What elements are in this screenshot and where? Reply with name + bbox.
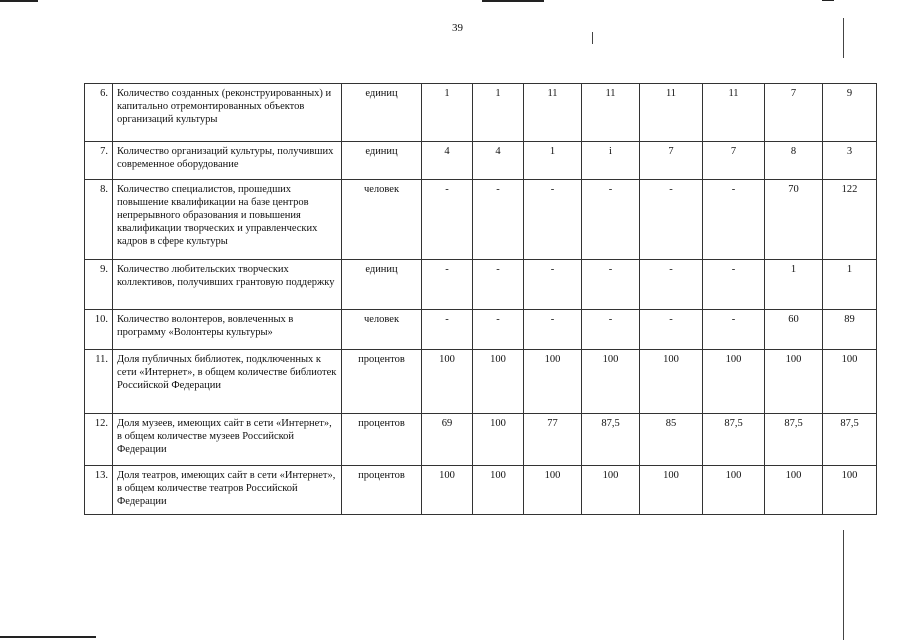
value-cell: 7 (765, 84, 823, 142)
value-cell: - (422, 310, 473, 350)
value-cell: 100 (422, 466, 473, 515)
value-cell: 100 (524, 350, 582, 414)
row-number: 13. (85, 466, 113, 515)
value-cell: - (582, 260, 640, 310)
value-cell: 7 (703, 142, 765, 180)
value-cell: 100 (703, 350, 765, 414)
value-cell: 122 (823, 180, 877, 260)
indicators-table (84, 83, 877, 515)
unit-cell: процентов (342, 466, 422, 515)
indicator-name: Количество волонтеров, вовлеченных в программу «Волонтеры культуры» (113, 310, 342, 350)
value-cell: - (524, 310, 582, 350)
value-cell: - (703, 260, 765, 310)
value-cell: 100 (473, 414, 524, 466)
row-number: 6. (85, 84, 113, 142)
indicator-name: Количество любительских творческих коллективов, получивших грантовую поддержку (113, 260, 342, 310)
scan-line-center (592, 32, 593, 44)
value-cell: - (582, 180, 640, 260)
table-row (85, 414, 877, 466)
indicator-name: Количество специалистов, прошедших повышение квалификации на базе центров непрерывного образования и повышения квалификации творческих и управленческих кадров в сфере культуры (113, 180, 342, 260)
value-cell: 11 (640, 84, 703, 142)
row-number: 12. (85, 414, 113, 466)
table-row (85, 466, 877, 515)
value-cell: 100 (582, 350, 640, 414)
value-cell: 87,5 (703, 414, 765, 466)
scan-mark-top-center (482, 0, 544, 2)
value-cell: - (473, 260, 524, 310)
table-row (85, 260, 877, 310)
row-number: 11. (85, 350, 113, 414)
unit-cell: единиц (342, 260, 422, 310)
value-cell: 1 (524, 142, 582, 180)
value-cell: - (703, 310, 765, 350)
unit-cell: единиц (342, 142, 422, 180)
table-row (85, 350, 877, 414)
unit-cell: процентов (342, 414, 422, 466)
value-cell: 87,5 (823, 414, 877, 466)
table-row (85, 84, 877, 142)
row-number: 10. (85, 310, 113, 350)
value-cell: 3 (823, 142, 877, 180)
value-cell: 100 (765, 466, 823, 515)
value-cell: - (524, 260, 582, 310)
value-cell: 4 (473, 142, 524, 180)
value-cell: 69 (422, 414, 473, 466)
value-cell: - (524, 180, 582, 260)
value-cell: 100 (703, 466, 765, 515)
value-cell: 100 (473, 350, 524, 414)
value-cell: 100 (473, 466, 524, 515)
table-row (85, 142, 877, 180)
scan-mark-top-left (0, 0, 38, 2)
unit-cell: человек (342, 310, 422, 350)
value-cell: 100 (582, 466, 640, 515)
scan-mark-top-right (822, 0, 834, 1)
value-cell: - (582, 310, 640, 350)
value-cell: 100 (640, 466, 703, 515)
value-cell: - (640, 310, 703, 350)
value-cell: 4 (422, 142, 473, 180)
scan-line-right-top (843, 18, 844, 58)
unit-cell: процентов (342, 350, 422, 414)
indicator-name: Количество созданных (реконструированных) и капитально отремонтированных объектов организаций культуры (113, 84, 342, 142)
value-cell: 1 (765, 260, 823, 310)
value-cell: 11 (703, 84, 765, 142)
value-cell: 85 (640, 414, 703, 466)
value-cell: 60 (765, 310, 823, 350)
value-cell: 100 (765, 350, 823, 414)
value-cell: 1 (473, 84, 524, 142)
value-cell: 11 (524, 84, 582, 142)
value-cell: - (640, 260, 703, 310)
indicator-name: Доля публичных библиотек, подключенных к сети «Интернет», в общем количестве библиотек Российской Федерации (113, 350, 342, 414)
value-cell: 8 (765, 142, 823, 180)
value-cell: - (473, 310, 524, 350)
value-cell: - (473, 180, 524, 260)
value-cell: 100 (823, 466, 877, 515)
value-cell: 77 (524, 414, 582, 466)
value-cell: 100 (823, 350, 877, 414)
value-cell: 89 (823, 310, 877, 350)
value-cell: 87,5 (582, 414, 640, 466)
value-cell: - (640, 180, 703, 260)
scan-line-right-bottom (843, 530, 844, 640)
value-cell: 100 (640, 350, 703, 414)
value-cell: - (703, 180, 765, 260)
indicator-name: Количество организаций культуры, получивших современное оборудование (113, 142, 342, 180)
value-cell: 1 (823, 260, 877, 310)
unit-cell: человек (342, 180, 422, 260)
value-cell: - (422, 260, 473, 310)
value-cell: 1 (422, 84, 473, 142)
scan-mark-bottom-left (0, 636, 96, 638)
table-row (85, 180, 877, 260)
value-cell: i (582, 142, 640, 180)
row-number: 8. (85, 180, 113, 260)
indicator-name: Доля музеев, имеющих сайт в сети «Интернет», в общем количестве музеев Российской Федерации (113, 414, 342, 466)
value-cell: 7 (640, 142, 703, 180)
value-cell: - (422, 180, 473, 260)
row-number: 7. (85, 142, 113, 180)
value-cell: 9 (823, 84, 877, 142)
value-cell: 100 (422, 350, 473, 414)
page-number: 39 (452, 22, 463, 34)
value-cell: 87,5 (765, 414, 823, 466)
value-cell: 100 (524, 466, 582, 515)
unit-cell: единиц (342, 84, 422, 142)
indicator-name: Доля театров, имеющих сайт в сети «Интернет», в общем количестве театров Российской Федерации (113, 466, 342, 515)
value-cell: 70 (765, 180, 823, 260)
table-row (85, 310, 877, 350)
table-body (85, 84, 877, 515)
value-cell: 11 (582, 84, 640, 142)
row-number: 9. (85, 260, 113, 310)
